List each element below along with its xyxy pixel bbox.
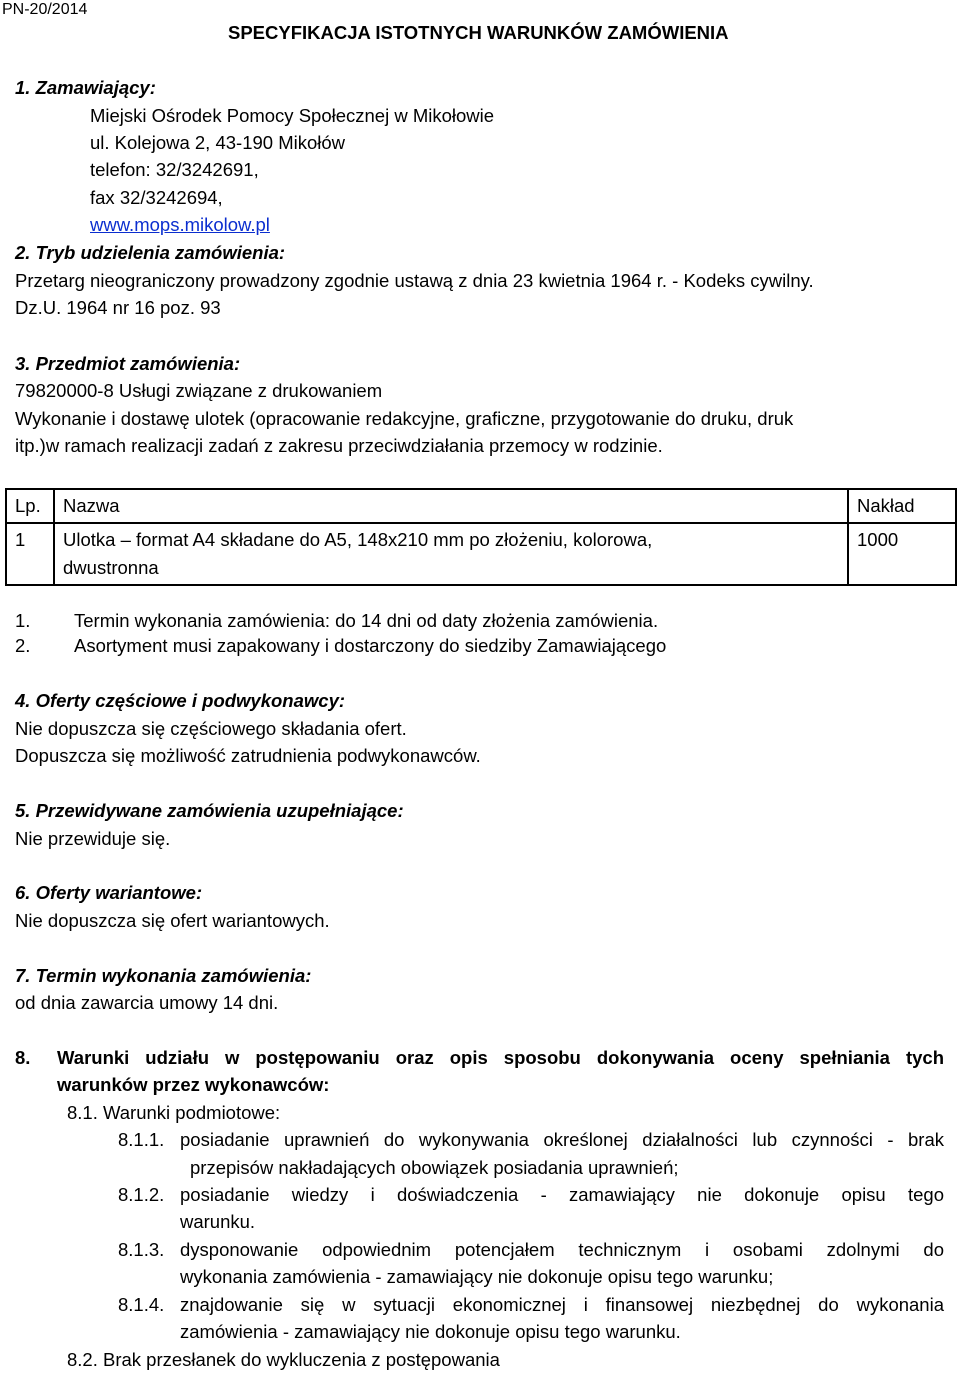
section-5-heading: 5. Przewidywane zamówienia uzupełniające: (15, 800, 404, 821)
item-8-1-1-line-1: posiadanie uprawnień do wykonywania określonej działalności lub czynności - brak (180, 1129, 944, 1150)
row-qty: 1000 (848, 523, 956, 585)
orderer-phone: telefon: 32/3242691, (90, 159, 259, 180)
orderer-name: Miejski Ośrodek Pomocy Społecznej w Mikołowie (90, 105, 495, 126)
document-title: SPECYFIKACJA ISTOTNYCH WARUNKÓW ZAMÓWIENIA (228, 22, 729, 43)
note-2-number: 2. (15, 635, 31, 656)
subject-line-1: Wykonanie i dostawę ulotek (opracowanie redakcyjne, graficzne, przygotowanie do druku, druk (15, 408, 794, 429)
item-8-1-3-line-1: dysponowanie odpowiednim potencjałem technicznym i osobami zdolnymi do (180, 1239, 944, 1260)
subject-line-2: itp.)w ramach realizacji zadań z zakresu przeciwdziałania przemocy w rodzinie. (15, 435, 663, 456)
item-8-1-2-line-1: posiadanie wiedzy i doświadczenia - zamawiający nie dokonuje opisu tego (180, 1184, 944, 1205)
row-lp: 1 (6, 523, 54, 585)
section-7-heading: 7. Termin wykonania zamówienia: (15, 965, 312, 986)
note-1-text: Termin wykonania zamówienia: do 14 dni od daty złożenia zamówienia. (74, 610, 659, 631)
document-code: PN-20/2014 (2, 1, 88, 18)
deadline-text: od dnia zawarcia umowy 14 dni. (15, 992, 279, 1013)
section-3-heading: 3. Przedmiot zamówienia: (15, 353, 241, 374)
item-8-1-1-line-2: przepisów nakładających obowiązek posiadania uprawnień; (190, 1157, 679, 1178)
item-8-1-3-line-2: wykonania zamówienia - zamawiający nie dokonuje opisu tego warunku; (180, 1266, 774, 1287)
row-name (54, 523, 848, 585)
orderer-fax: fax 32/3242694, (90, 187, 223, 208)
section-8-heading-line-1: Warunki udziału w postępowaniu oraz opis sposobu dokonywania oceny spełniania tych (57, 1047, 944, 1068)
item-8-1-3-number: 8.1.3. (118, 1239, 165, 1260)
item-8-1-4-number: 8.1.4. (118, 1294, 165, 1315)
supplementary-orders-text: Nie przewiduje się. (15, 828, 171, 849)
item-8-1-1-number: 8.1.1. (118, 1129, 165, 1150)
section-2-heading: 2. Tryb udzielenia zamówienia: (15, 242, 286, 263)
section-4-heading: 4. Oferty częściowe i podwykonawcy: (15, 690, 346, 711)
subsection-8-2: 8.2. Brak przesłanek do wykluczenia z postępowania (67, 1349, 500, 1370)
header-lp: Lp. (6, 489, 54, 523)
header-name: Nazwa (54, 489, 848, 523)
row-name-line-1: Ulotka – format A4 składane do A5, 148x210 mm po złożeniu, kolorowa, (63, 529, 653, 550)
header-qty: Nakład (848, 489, 956, 523)
item-8-1-2-number: 8.1.2. (118, 1184, 165, 1205)
partial-offers-text: Nie dopuszcza się częściowego składania ofert. (15, 718, 407, 739)
cpv-code: 79820000-8 Usługi związane z drukowaniem (15, 380, 383, 401)
section-8-heading-line-2: warunków przez wykonawców: (57, 1074, 330, 1095)
procedure-legal-basis: Dz.U. 1964 nr 16 poz. 93 (15, 297, 221, 318)
row-name-line-2: dwustronna (63, 557, 159, 578)
order-items-table (5, 488, 957, 586)
procedure-text: Przetarg nieograniczony prowadzony zgodnie ustawą z dnia 23 kwietnia 1964 r. - Kodeks cywilny. (15, 270, 814, 291)
orderer-website-link[interactable]: www.mops.mikolow.pl (90, 214, 270, 235)
note-1-number: 1. (15, 610, 31, 631)
variant-offers-text: Nie dopuszcza się ofert wariantowych. (15, 910, 330, 931)
section-6-heading: 6. Oferty wariantowe: (15, 882, 203, 903)
table-header-row (6, 489, 956, 523)
item-8-1-4-line-2: zamówienia - zamawiający nie dokonuje opisu tego warunku. (180, 1321, 681, 1342)
table-row (6, 523, 956, 585)
section-1-heading: 1. Zamawiający: (15, 77, 156, 98)
item-8-1-2-line-2: warunku. (180, 1211, 256, 1232)
subsection-8-1: 8.1. Warunki podmiotowe: (67, 1102, 281, 1123)
note-2-text: Asortyment musi zapakowany i dostarczony do siedziby Zamawiającego (74, 635, 667, 656)
orderer-address: ul. Kolejowa 2, 43-190 Mikołów (90, 132, 346, 153)
subcontractors-text: Dopuszcza się możliwość zatrudnienia podwykonawców. (15, 745, 481, 766)
item-8-1-4-line-1: znajdowanie się w sytuacji ekonomicznej i finansowej niezbędnej do wykonania (180, 1294, 944, 1315)
section-8-number: 8. (15, 1047, 31, 1068)
